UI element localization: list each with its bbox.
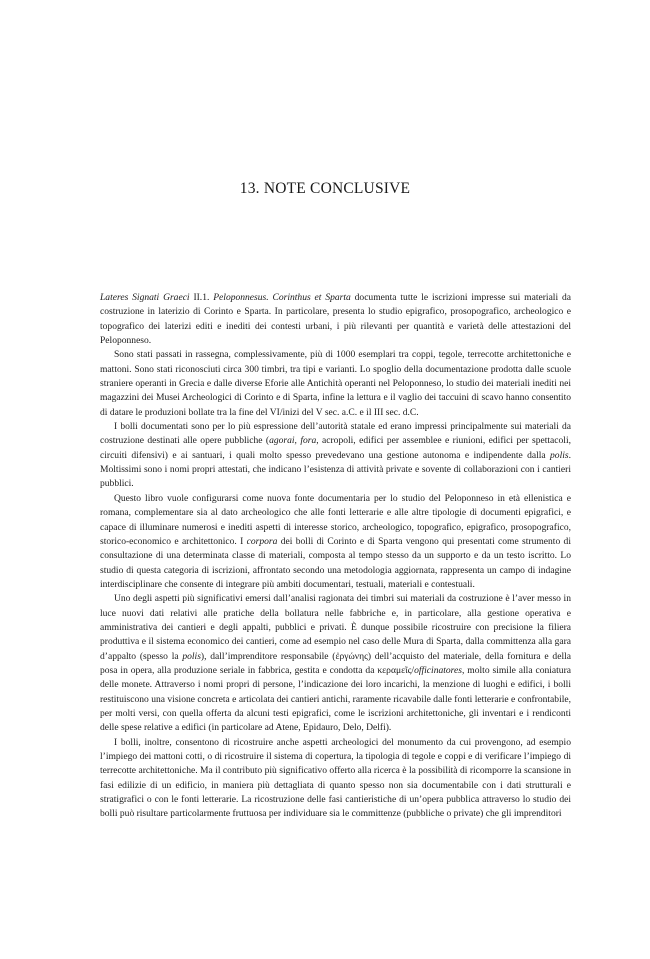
text-run: II.1. xyxy=(189,292,214,303)
body-paragraph xyxy=(100,291,571,348)
text-run: I bolli documentati sono per lo più espressione dell’autorità statale ed erano impressi principalmente sui materiali da costruzione destinati alle opere pubbliche ( xyxy=(100,421,571,447)
italic-text: Lateres Signati Graeci xyxy=(100,292,190,303)
text-run: . Moltissimi sono i nomi propri attestati, che indicano l’esistenza di attività private e sovente di collaborazioni con i cantieri pubblici. xyxy=(100,449,571,490)
italic-text: officinatores xyxy=(414,664,462,676)
italic-text: polis xyxy=(550,449,569,461)
text-run: documenta tutte le iscrizioni impresse sui materiali da costruzione in laterizio di Corinto e Sparta. In particolare, presenta lo studio epigrafico, prosopografico, archeologico e topografico dei laterizi editi e inediti dei contesti urbani, i più rilevanti per quantità e varietà delle attestazioni del Peloponneso. xyxy=(100,292,571,347)
text-run: I bolli, inoltre, consentono di ricostruire anche aspetti archeologici del monumento da cui provengono, ad esempio l’impiego dei mattoni cotti, o di ricostruire il sistema di copertura, la tipologia di tegole e coppi e di verificare l’impiego di terrecotte architettoniche. Ma il contributo più significativo offerto alla ricerca è la possibilità di ricomporre la scansione in fasi edilizie di un edificio, in maniera più dettagliata di quanto spesso non sia documentabile con i dati strutturali e stratigrafici o con le fonti letterarie. La ricostruzione delle fasi cantieristiche di un’opera pubblica attraverso lo studio dei bolli può risultare particolarmente fruttuosa per individuare sia le committenze (pubbliche o private) che gli imprenditori xyxy=(100,736,571,820)
text-run: Sono stati passati in rassegna, complessivamente, più di 1000 esemplari tra coppi, tegole, terrecotte architettoniche e mattoni. Sono stati riconosciuti circa 300 timbri, tra tipi e varianti. Lo spoglio della documentazione prodotta dalle scuole straniere operanti in Grecia e dalle diverse Eforie alle Antichità operanti nel Peloponneso, lo studio dei materiali inediti nei magazzini dei Musei Archeologici di Corinto e di Sparta, infine la lettura e il vaglio dei taccuini di scavo hanno consentito di datare le produzioni bollate tra la fine del VI/inizi del V sec. a.C. e il III sec. d.C. xyxy=(100,349,571,418)
italic-text: polis xyxy=(182,650,201,662)
italic-text: Peloponnesus. Corinthus et Sparta xyxy=(213,292,351,303)
italic-text: agorai, fora xyxy=(269,435,317,447)
chapter-title: 13. NOTE CONCLUSIVE xyxy=(239,180,411,197)
italic-text: corpora xyxy=(246,535,278,547)
text-run: dei bolli di Corinto e di Sparta vengono qui presentati come strumento di consultazione di una determinata classe di materiali, composta al tempo stesso da un supporto e da un testo iscritto. Lo studio di questa categoria di iscrizioni, affrontato secondo una metodologia aggiornata, rappresenta un campo di indagine interdisciplinare che consente di integrare più ambiti documentari, testuali, materiali e contestuali. xyxy=(100,535,571,590)
body-text xyxy=(100,291,571,822)
text-run: , acropoli, edifici per assemblee e riunioni, edifici per spettacoli, circuiti difensivi) e ai santuari, i quali molto spesso prevedevano una gestione autonoma e indipendente dalla xyxy=(100,435,571,461)
text-run: , molto simile alla coniatura delle monete. Attraverso i nomi propri di persone, l’indicazione dei loro incarichi, la menzione di luoghi e edifici, i bolli restituiscono una visione concreta e articolata dei cantieri antichi, raramente ricavabile dalle fonti letterarie e confrontabile, per molti versi, con quella offerta da alcuni testi epigrafici, come le iscrizioni architettoniche, gli inventari e i rendiconti delle spese relative a edifici (in particolare ad Atene, Epidauro, Delo, Delfi). xyxy=(100,664,571,734)
text-run: Uno degli aspetti più significativi emersi dall’analisi ragionata dei timbri sui materiali da costruzione è l’aver messo in luce nuovi dati relativi alle pratiche della bollatura nelle fabbriche e, in particolare, alla gestione operativa e amministrativa dei cantieri e degli appalti, pubblici e privati. È dunque possibile ricostruire con precisione la filiera produttiva e il sistema economico dei cantieri, come ad esempio nel caso delle Mura di Sparta, dalla committenza alla gara d’appalto (spesso la xyxy=(100,593,571,662)
body-paragraph xyxy=(100,420,571,492)
text-run: ), dall’imprenditore responsabile (ἐργώνης) dell’acquisto del materiale, della fornitura e della posa in opera, alla produzione seriale in fabbrica, gestita e condotta da κεραμεῖς/ xyxy=(100,650,571,676)
body-paragraph xyxy=(100,348,571,420)
body-paragraph xyxy=(100,592,571,735)
body-paragraph xyxy=(100,736,571,822)
body-paragraph xyxy=(100,492,571,592)
text-run: Questo libro vuole configurarsi come nuova fonte documentaria per lo studio del Peloponneso in età ellenistica e romana, complementare sia al dato archeologico che alle fonti letterarie e alle altre tipologie di documenti epigrafici, e capace di illuminare numerosi e inediti aspetti di interesse storico, archeologico, topografico, epigrafico, prosopografico, storico-economico e architettonico. I xyxy=(100,492,571,547)
